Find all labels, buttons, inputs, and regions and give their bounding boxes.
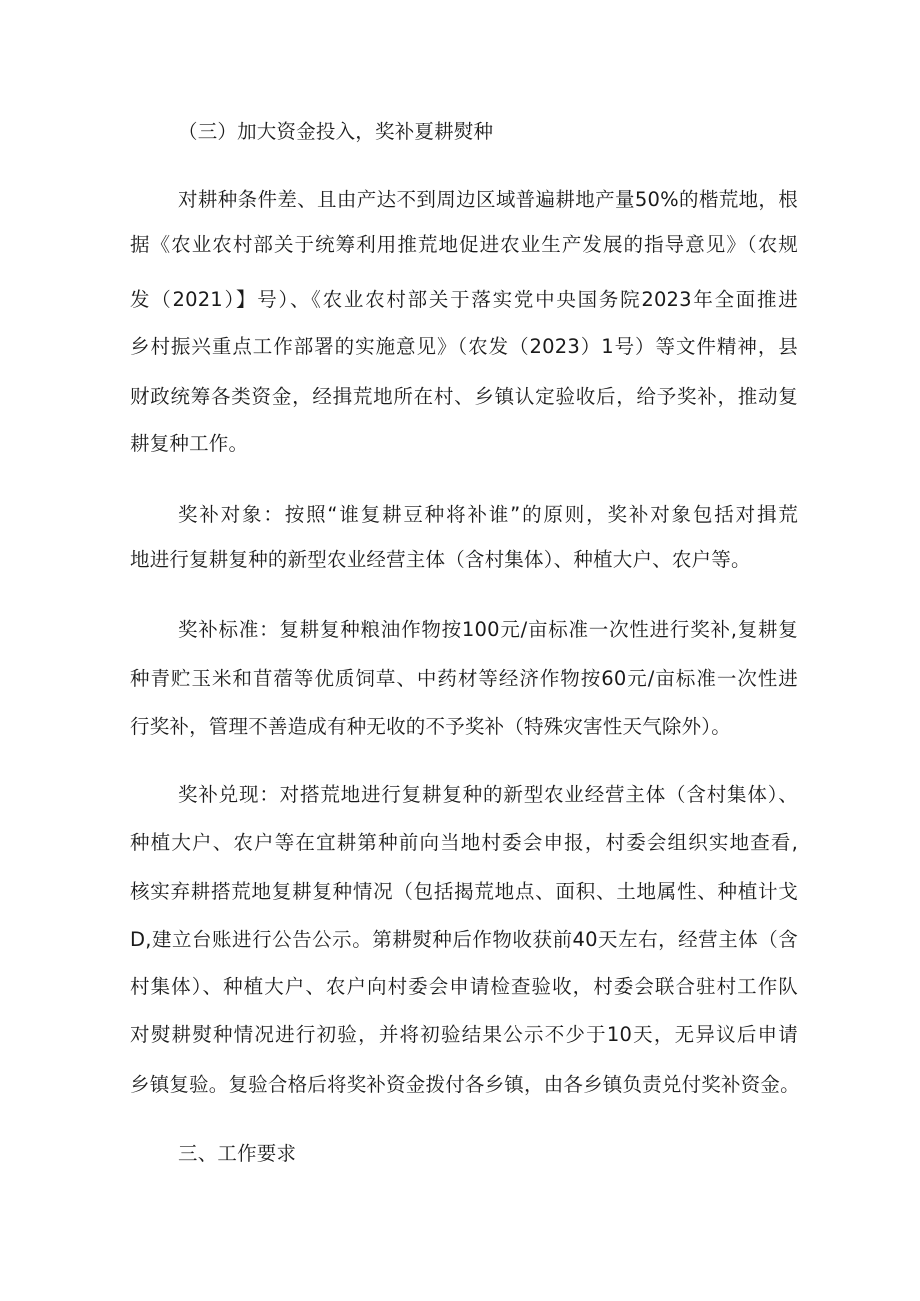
paragraph-line: 村集体）、种植大户、农户向村委会申请检查验收，村委会联合驻村工作队 bbox=[130, 975, 798, 998]
paragraph-line: 奖补兑现：对搭荒地进行复耕复种的新型农业经营主体（含村集体）、 bbox=[178, 783, 798, 806]
paragraph-line: 乡镇复验。复验合格后将奖补资金拨付各乡镇，由各乡镇负责兑付奖补资金。 bbox=[130, 1073, 800, 1096]
section-heading: （三）加大资金投入，奖补夏耕熨种 bbox=[178, 120, 494, 143]
paragraph-line: 奖补标准：复耕复种粮油作物按100元/亩标准一次性进行奖补,复耕复 bbox=[178, 618, 798, 641]
paragraph-line: D,建立台账进行公告公示。第耕熨种后作物收获前40天左右，经营主体（含 bbox=[130, 928, 798, 951]
paragraph-line: 乡村振兴重点工作部署的实施意见》（农发（2023）1号）等文件精神，县 bbox=[130, 335, 798, 358]
paragraph-line: 对熨耕熨种情况进行初验，并将初验结果公示不少于10天，无异议后申请 bbox=[130, 1023, 798, 1046]
section-3-heading: 三、工作要求 bbox=[178, 1142, 297, 1165]
paragraph-line: 对耕种条件差、且由产达不到周边区域普遍耕地产量50%的楷荒地，根 bbox=[178, 188, 798, 211]
paragraph-line: 地进行复耕复种的新型农业经营主体（含村集体）、种植大户、农户等。 bbox=[130, 548, 751, 571]
paragraph-line: 核实弃耕搭荒地复耕复种情况（包括揭荒地点、面积、土地属性、种植计戈 bbox=[130, 880, 798, 903]
paragraph-line: 种青贮玉米和苜蓿等优质饲草、中药材等经济作物按60元/亩标准一次性进 bbox=[130, 667, 798, 690]
paragraph-line: 耕复种工作。 bbox=[130, 432, 249, 455]
paragraph-line: 行奖补，管理不善造成有种无收的不予奖补（特殊灾害性天气除外）。 bbox=[130, 715, 731, 738]
paragraph-line: 据《农业农村部关于统筹利用推荒地促进农业生产发展的指导意见》（农规 bbox=[130, 233, 798, 256]
paragraph-line: 奖补对象：按照“谁复耕豆种将补谁”的原则，奖补对象包括对揖荒 bbox=[178, 503, 798, 526]
paragraph-line: 财政统筹各类资金，经揖荒地所在村、乡镇认定验收后，给予奖补，推动复 bbox=[130, 385, 798, 408]
paragraph-line: 发（2021）】号）、《农业农村部关于落实党中央国务院2023年全面推进 bbox=[130, 288, 798, 311]
paragraph-line: 种植大户、农户等在宜耕第种前向当地村委会申报，村委会组织实地查看, bbox=[130, 831, 798, 854]
